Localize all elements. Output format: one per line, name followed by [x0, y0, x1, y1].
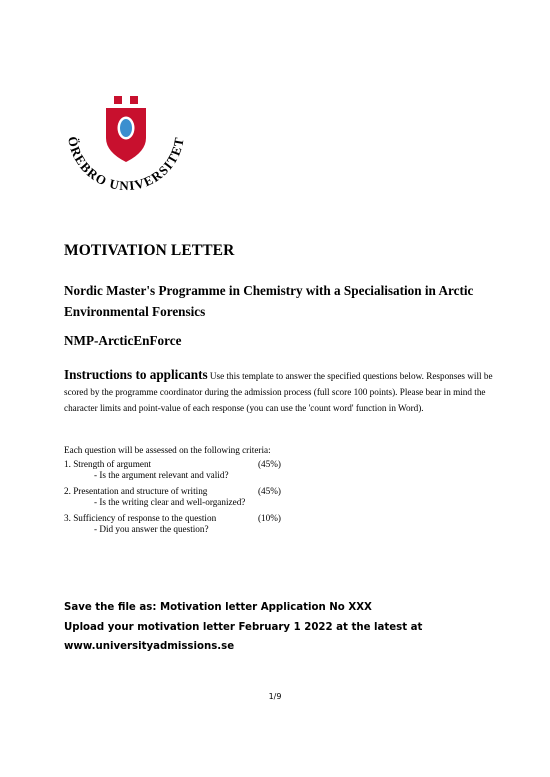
criterion-question: - Is the writing clear and well-organized? [94, 497, 246, 507]
criterion-question: - Did you answer the question? [94, 524, 209, 534]
save-instruction: Save the file as: Motivation letter Application No XXX [64, 602, 372, 613]
criterion-3 [64, 513, 484, 536]
programme-name: Nordic Master's Programme in Chemistry with a Specialisation in Arctic Environmental Forensics [64, 283, 474, 319]
criterion-2 [64, 486, 484, 509]
upload-instruction: Upload your motivation letter February 1 2022 at the latest at [64, 621, 423, 633]
logo-shield-oval-inner [120, 119, 132, 137]
criterion-question: - Is the argument relevant and valid? [94, 470, 229, 480]
criterion-label: 2. Presentation and structure of writing [64, 485, 208, 496]
instructions-paragraph [64, 367, 494, 416]
admissions-website-link[interactable]: www.universityadmissions.se [64, 641, 235, 652]
criteria-intro: Each question will be assessed on the following criteria: [64, 445, 271, 455]
page-title: MOTIVATION LETTER [64, 242, 235, 259]
submission-notes [64, 598, 504, 657]
instructions-lead: Instructions to applicants [64, 367, 208, 382]
logo-umlaut-left [114, 96, 122, 104]
instructions-text: Use this template to answer the specified questions below. Responses will be scored by the programme coordinator during the admission process (full score 100 points). Please bear in mind the character limits and point-value of each response (you can use the 'count word' function in Word). [64, 371, 493, 413]
logo-arc-text: ÖREBRO UNIVERSITET [65, 135, 187, 194]
page-number: 1/9 [268, 692, 282, 701]
assessment-criteria [64, 445, 484, 540]
criterion-1 [64, 459, 484, 482]
criterion-label: 1. Strength of argument [64, 458, 152, 469]
criterion-weight: (45%) [258, 458, 281, 469]
logo-umlaut-right [130, 96, 138, 104]
criterion-weight: (10%) [258, 512, 281, 523]
criterion-label: 3. Sufficiency of response to the question [64, 512, 217, 523]
programme-code: NMP-ArcticEnForce [64, 333, 182, 348]
university-logo [48, 92, 204, 204]
criterion-weight: (45%) [258, 485, 281, 496]
